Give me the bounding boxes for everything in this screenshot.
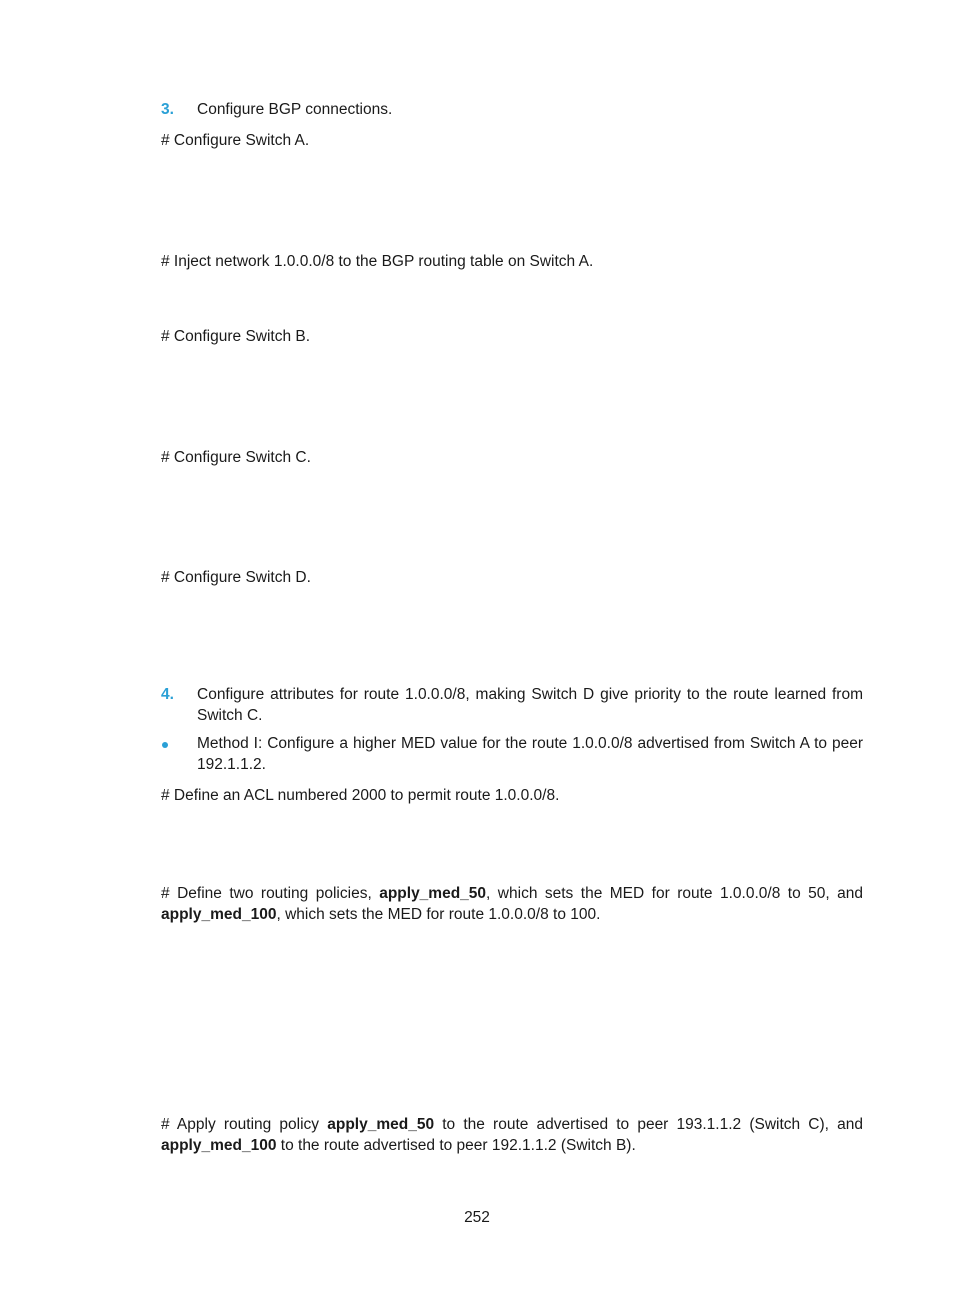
step-3-text: Configure BGP connections.: [197, 101, 393, 118]
configure-switch-d-comment: # Configure Switch D.: [161, 569, 311, 586]
policy-name-apply-med-50: apply_med_50: [379, 885, 487, 902]
step-4-text: Configure attributes for route 1.0.0.0/8, making Switch D give priority to the route learned from Switch C.: [197, 686, 863, 724]
text-run: to the route advertised to peer 192.1.1.2 (Switch B).: [276, 1137, 636, 1154]
text-run: # Define two routing policies,: [161, 885, 380, 902]
text-run: # Apply routing policy: [161, 1116, 328, 1133]
apply-routing-policy-comment: [161, 1114, 863, 1156]
policy-name-apply-med-50: apply_med_50: [327, 1116, 435, 1133]
bullet-icon: [162, 742, 168, 748]
policy-name-apply-med-100: apply_med_100: [161, 1137, 277, 1154]
step-4-number: 4.: [161, 686, 174, 703]
configure-switch-a-comment: # Configure Switch A.: [161, 132, 310, 149]
configure-switch-c-comment: # Configure Switch C.: [161, 449, 311, 466]
policy-name-apply-med-100: apply_med_100: [161, 906, 277, 923]
inject-network-comment: # Inject network 1.0.0.0/8 to the BGP routing table on Switch A.: [161, 253, 594, 270]
method-1-text: Method I: Configure a higher MED value for the route 1.0.0.0/8 advertised from Switch A to peer 192.1.1.2.: [197, 735, 863, 773]
text-run: , which sets the MED for route 1.0.0.0/8 to 50, and: [486, 885, 864, 902]
text-run: to the route advertised to peer 193.1.1.2 (Switch C), and: [434, 1116, 863, 1133]
define-routing-policies-comment: [161, 883, 863, 925]
configure-switch-b-comment: # Configure Switch B.: [161, 328, 311, 345]
step-3-number: 3.: [161, 101, 174, 118]
page-number: 252: [464, 1209, 490, 1226]
define-acl-comment: # Define an ACL numbered 2000 to permit route 1.0.0.0/8.: [161, 787, 560, 804]
text-run: , which sets the MED for route 1.0.0.0/8 to 100.: [276, 906, 601, 923]
